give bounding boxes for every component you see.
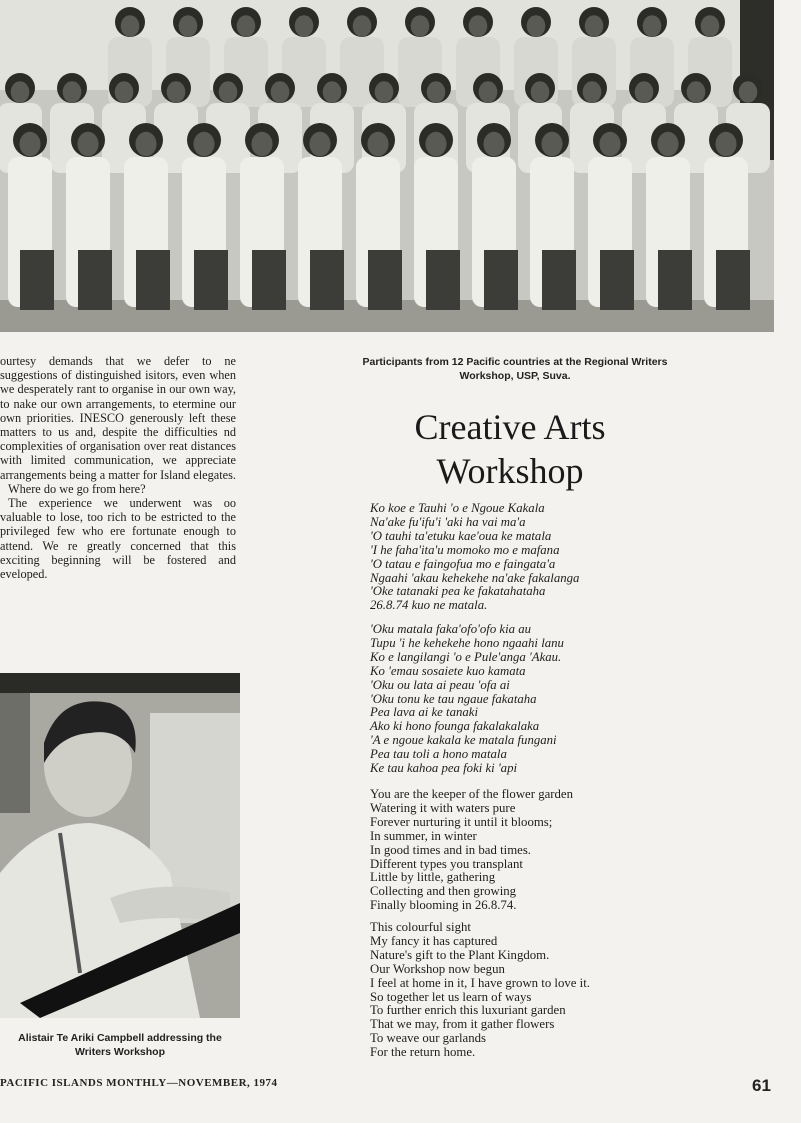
poem-line: Forever nurturing it until it blooms; (370, 814, 553, 829)
poem-line: Pea tau toli a hono matala (370, 747, 507, 762)
speaker-photo (0, 673, 240, 1018)
poem-line: Collecting and then growing (370, 884, 517, 899)
speaker-photo-image (0, 673, 240, 1018)
group-photo-image (0, 0, 774, 332)
poem-line: Tupu 'i he kehekehe hono ngaahi lanu (370, 635, 564, 650)
poem-line: This colourful sight (370, 920, 471, 934)
poem-line: 'A e ngoue kakala ke matala fungani (370, 733, 557, 748)
paragraph-2: Where do we go from here? (8, 481, 146, 496)
tongan-stanza-1 (370, 502, 700, 613)
poem-line: That we may, from it gather flowers (370, 1017, 555, 1032)
poem-line: To weave our garlands (370, 1031, 487, 1046)
poem-line: Ko e langilangi 'o e Pule'anga 'Akau. (370, 649, 562, 664)
poem-line: 26.8.74 kuo ne matala. (370, 598, 488, 613)
poem-line: To further enrich this luxuriant garden (370, 1003, 566, 1018)
english-stanza-1 (370, 788, 700, 913)
poem-line: Watering it with waters pure (370, 800, 516, 815)
poem-line: I feel at home in it, I have grown to love it. (370, 975, 590, 990)
poem-line: Na'ake fu'ifu'i 'aki ha vai ma'a (370, 514, 526, 529)
poem-line: Little by little, gathering (370, 870, 496, 885)
top-photo-caption: Participants from 12 Pacific countries at the Regional Writers Workshop, USP, Suva. (362, 356, 668, 382)
poem-line: 'Oku matala faka'ofo'ofo kia au (370, 622, 532, 636)
title-line-1: Creative Arts (414, 407, 606, 447)
poem-line: In good times and in bad times. (370, 842, 532, 857)
bottom-photo-caption: Alistair Te Ariki Campbell addressing the Writers Workshop (18, 1032, 222, 1058)
poem-line: Ke tau kahoa pea foki ki 'api (370, 761, 518, 776)
group-photo (0, 0, 774, 332)
poem-line: Finally blooming in 26.8.74. (370, 898, 517, 913)
poem-line: My fancy it has captured (370, 933, 498, 948)
paragraph-1: ourtesy demands that we defer to ne suggestions of distinguished isitors, even when we desperately rant to organise in our own way, to nake our own arrangements, to etermine our own priorities. INESCO generously left these matters to us and, despite the difficulties nd complexities of organisation over reat distances with limited communication, we appreciate arrangements being a matter for Island elegates. (0, 354, 236, 482)
poem-line: Nature's gift to the Plant Kingdom. (370, 947, 550, 962)
poem-line: Ako ki hono founga fakalakalaka (370, 719, 540, 734)
page-number: 61 (752, 1076, 771, 1095)
poem-line: Ko 'emau sosaiete kuo kamata (370, 663, 526, 678)
poem-line: 'O tauhi ta'etuku kae'oua ke matala (370, 528, 552, 543)
poem-line: Ko koe e Tauhi 'o e Ngoue Kakala (370, 501, 545, 515)
poem-line: 'Oku tonu ke tau ngaue fakataha (370, 691, 537, 706)
article-title (350, 405, 670, 493)
poem-line: You are the keeper of the flower garden (370, 787, 574, 801)
poem-line: For the return home. (370, 1045, 476, 1060)
poem-line: In summer, in winter (370, 828, 477, 843)
english-stanza-2 (370, 921, 700, 1060)
left-column-text (0, 354, 236, 581)
poem-line: So together let us learn of ways (370, 989, 532, 1004)
poem-line: 'O tatau e faingofua mo e faingata'a (370, 556, 556, 571)
poem-line: 'I he faha'ita'u momoko mo e mafana (370, 542, 560, 557)
tongan-stanza-2 (370, 623, 700, 776)
poem-line: Different types you transplant (370, 856, 523, 871)
poem-line: Our Workshop now begun (370, 961, 505, 976)
poem-line: Ngaahi 'akau kehekehe na'ake fakalanga (370, 570, 580, 585)
publication-footer: PACIFIC ISLANDS MONTHLY—NOVEMBER, 1974 (0, 1077, 278, 1089)
poem-line: 'Oke tatanaki pea ke fakatahataha (370, 584, 546, 599)
poem-line: Pea lava ai ke tanaki (370, 705, 479, 720)
paragraph-3: The experience we underwent was oo valuable to lose, too rich to be estricted to the privileged few who ere fortunate enough to attend. We re greatly concerned that this exciting beginning will be fostered and eveloped. (0, 496, 236, 582)
poem-line: 'Oku ou lata ai peau 'ofa ai (370, 677, 510, 692)
title-line-2: Workshop (436, 451, 584, 491)
